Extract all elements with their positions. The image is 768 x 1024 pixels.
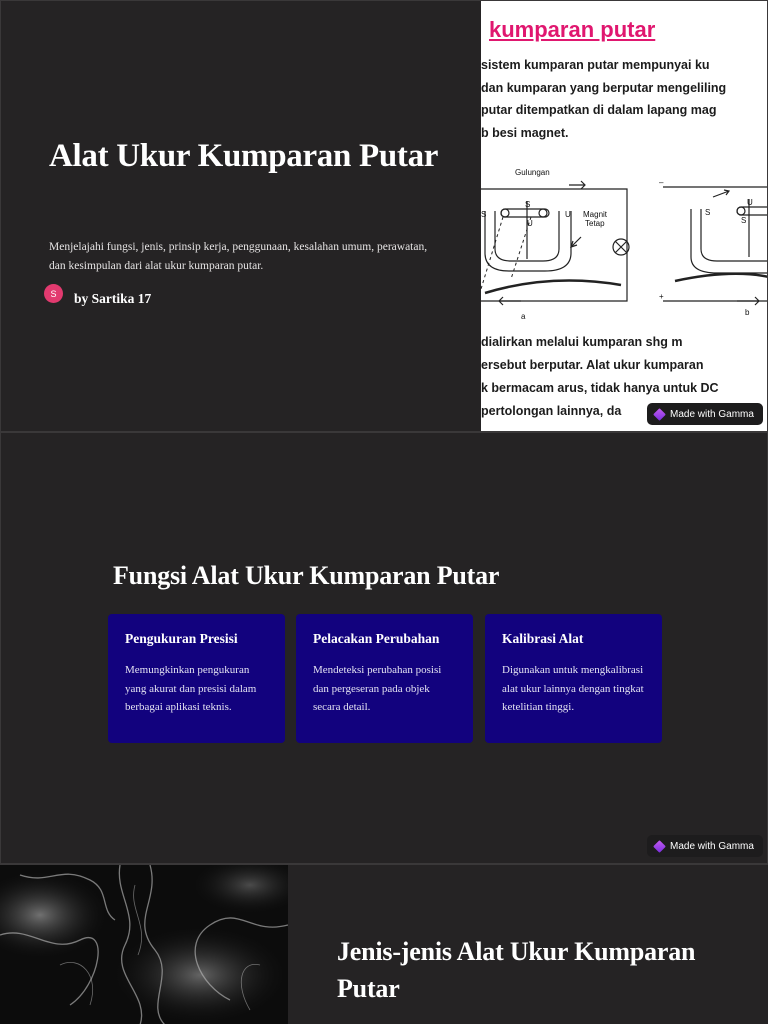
made-with-gamma-badge[interactable]	[647, 835, 763, 857]
badge-label: Made with Gamma	[670, 408, 754, 420]
slide-fungsi-heading: Fungsi Alat Ukur Kumparan Putar	[113, 561, 500, 590]
author-name: by Sartika 17	[74, 291, 152, 306]
abstract-smoke-image	[0, 865, 288, 1024]
card-text: Memungkinkan pengukuran yang akurat dan presisi dalam berbagai aplikasi teknis.	[125, 664, 257, 713]
label-tetap: Tetap	[585, 219, 605, 228]
card-title: Pengukuran Presisi	[125, 631, 238, 646]
card-pengukuran-presisi	[108, 614, 285, 743]
diagram-image	[481, 1, 768, 432]
label-u: U	[747, 198, 753, 207]
image-text-line: ersebut berputar. Alat ukur kumparan	[481, 358, 704, 372]
image-text-line: pertolongan lainnya, da	[481, 404, 622, 418]
image-text-line: dan kumparan yang berputar mengeliling	[481, 81, 727, 95]
slide-jenis-heading: Jenis-jenis Alat Ukur Kumparan Putar	[337, 937, 696, 1003]
gamma-logo-icon	[653, 408, 666, 421]
card-title: Pelacakan Perubahan	[313, 631, 440, 646]
gamma-logo-icon	[653, 840, 666, 853]
image-text-line: sistem kumparan putar mempunyai ku	[481, 58, 710, 72]
label-s: S	[481, 210, 487, 219]
image-heading: kumparan putar	[489, 17, 656, 42]
label-magnit: Magnit	[583, 210, 608, 219]
label-a: a	[521, 312, 526, 321]
image-text-line: b besi magnet.	[481, 126, 569, 140]
label-u: U	[527, 219, 533, 228]
label-b: b	[745, 308, 750, 317]
slide-title	[0, 0, 768, 432]
badge-label: Made with Gamma	[670, 840, 754, 852]
slide-title-heading: Alat Ukur Kumparan Putar	[49, 138, 439, 174]
slide-jenis	[0, 864, 768, 1024]
card-text: Mendeteksi perubahan posisi dan pergeseran pada objek secara detail.	[313, 664, 442, 713]
image-text-line: k bermacam arus, tidak hanya untuk DC	[481, 381, 719, 395]
made-with-gamma-badge[interactable]	[647, 403, 763, 425]
slide-fungsi	[0, 432, 768, 864]
card-kalibrasi-alat	[485, 614, 662, 743]
label-s: S	[741, 216, 747, 225]
card-pelacakan-perubahan	[296, 614, 473, 743]
label-s: S	[525, 200, 531, 209]
card-title: Kalibrasi Alat	[502, 631, 584, 646]
moving-coil-diagram	[481, 161, 768, 321]
label-minus: –	[659, 178, 664, 187]
slide-subtitle: Menjelajahi fungsi, jenis, prinsip kerja, penggunaan, kesalahan umum, perawatan, dan kesimpulan dari alat ukur kumparan putar.	[49, 241, 428, 272]
label-s: S	[705, 208, 711, 217]
smoke-graphic	[0, 865, 288, 1024]
label-plus: +	[659, 292, 664, 301]
label-u: U	[565, 210, 571, 219]
avatar: S	[44, 284, 63, 303]
image-text-line: dialirkan melalui kumparan shg m	[481, 335, 683, 349]
card-text: Digunakan untuk mengkalibrasi alat ukur lainnya dengan tingkat ketelitian tinggi.	[502, 664, 644, 713]
label-gulungan: Gulungan	[515, 168, 550, 177]
image-text-line: putar ditempatkan di dalam lapang mag	[481, 103, 717, 117]
